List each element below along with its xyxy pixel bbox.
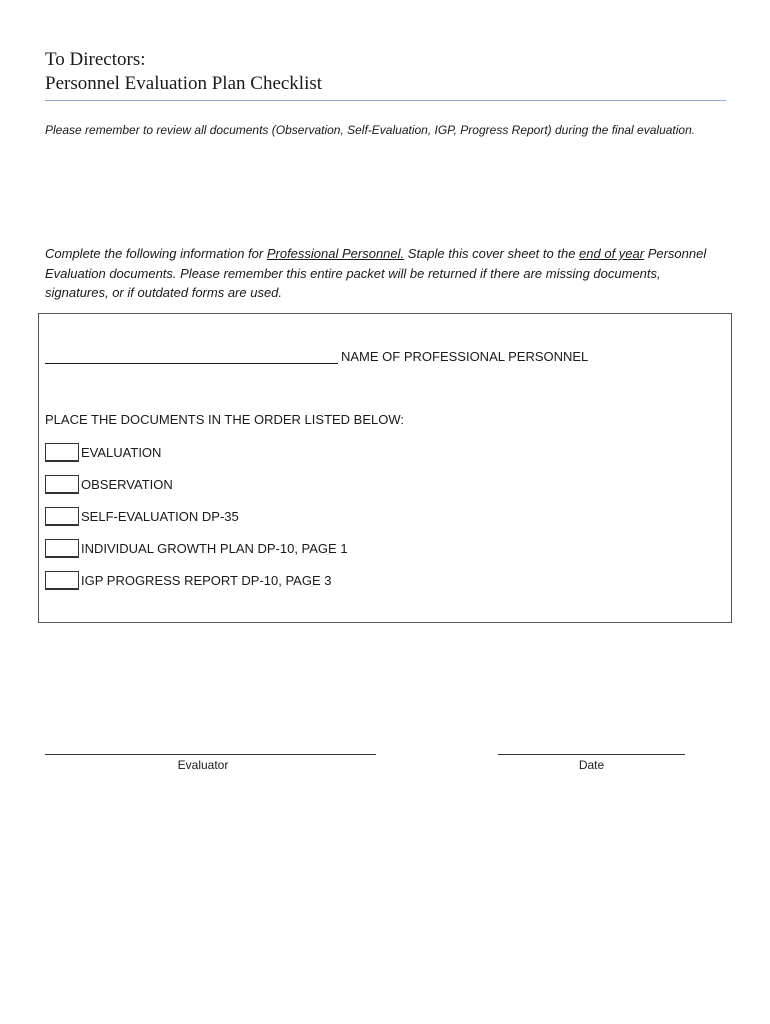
personnel-name-field[interactable] — [45, 349, 338, 364]
document-order-heading: PLACE THE DOCUMENTS IN THE ORDER LISTED BELOW: — [45, 412, 405, 427]
document-checkbox[interactable] — [45, 475, 79, 494]
document-checkbox[interactable] — [45, 539, 79, 558]
instructions-part-1: Complete the following information for — [45, 246, 267, 261]
title-divider — [45, 100, 726, 101]
instructions-part-2: Staple this cover sheet to the — [404, 246, 580, 261]
document-label: INDIVIDUAL GROWTH PLAN DP-10, PAGE 1 — [81, 540, 348, 556]
review-reminder: Please remember to review all documents (Observation, Self-Evaluation, IGP, Progress Report) during the final evaluation. — [45, 123, 696, 137]
instructions-paragraph — [45, 244, 715, 303]
document-checkbox[interactable] — [45, 507, 79, 526]
personnel-name-row — [45, 349, 588, 364]
evaluator-label: Evaluator — [177, 758, 229, 772]
document-checkbox[interactable] — [45, 571, 79, 590]
title-line-1: To Directors: — [45, 49, 146, 70]
end-of-year-emphasis: end of year — [579, 246, 645, 261]
page-title — [45, 48, 322, 96]
personnel-name-label: NAME OF PROFESSIONAL PERSONNEL — [341, 349, 589, 364]
evaluator-signature-line[interactable] — [45, 754, 376, 755]
title-line-2: Personnel Evaluation Plan Checklist — [45, 73, 323, 94]
document-label: EVALUATION — [81, 444, 162, 460]
document-label: SELF-EVALUATION DP-35 — [81, 508, 239, 524]
document-checkbox[interactable] — [45, 443, 79, 462]
checklist-item — [45, 505, 239, 527]
document-label: OBSERVATION — [81, 476, 173, 492]
checklist-item — [45, 569, 331, 591]
professional-personnel-emphasis: Professional Personnel. — [266, 246, 405, 261]
checklist-item — [45, 537, 348, 559]
date-label: Date — [578, 758, 605, 772]
instructions-part-3: Personnel Evaluation documents. Please remember this entire packet will be returned if there are missing documents, signatures, or if outdated forms are used. — [45, 246, 707, 300]
checklist-item — [45, 441, 161, 463]
document-label: IGP PROGRESS REPORT DP-10, PAGE 3 — [81, 572, 332, 588]
checklist-item — [45, 473, 173, 495]
date-signature-line[interactable] — [498, 754, 685, 755]
